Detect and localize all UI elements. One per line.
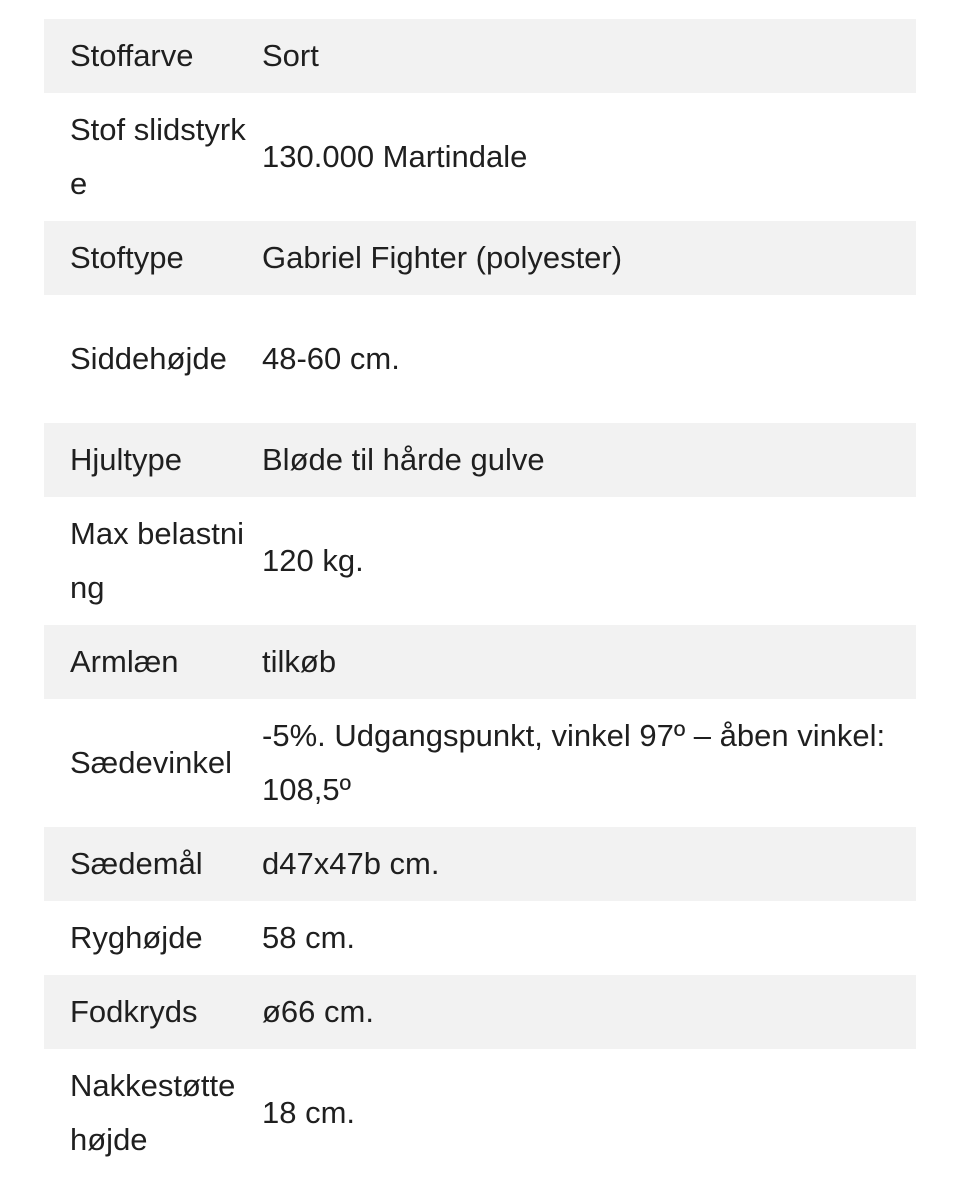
spec-label: Sædevinkel	[70, 745, 232, 780]
spec-label: Nakkestøtte højde	[70, 1068, 236, 1157]
spec-label: Fodkryds	[70, 994, 198, 1029]
spec-row-siddehoejde	[44, 295, 916, 423]
spec-row-saedevinkel	[44, 699, 916, 827]
spec-row-stoffarve	[44, 19, 916, 93]
spec-value: 130.000 Martindale	[262, 139, 528, 174]
spec-value: Sort	[262, 38, 319, 73]
spec-label: Armlæn	[70, 644, 179, 679]
spec-label: Hjultype	[70, 442, 182, 477]
spec-label: Stoftype	[70, 240, 184, 275]
spec-row-fodkryds	[44, 975, 916, 1049]
spec-value: ø66 cm.	[262, 994, 374, 1029]
spec-row-stof-slidstyrke	[44, 93, 916, 221]
spec-value: 18 cm.	[262, 1095, 356, 1130]
spec-row-saedemaal	[44, 827, 916, 901]
spec-label: Stoffarve	[70, 38, 194, 73]
spec-value: -5%. Udgangspunkt, vinkel 97º – åben vinkel: 108,5º	[262, 718, 886, 807]
spec-row-nakkestoette-hoejde	[44, 1049, 916, 1177]
spec-value: 58 cm.	[262, 920, 356, 955]
spec-label: Sædemål	[70, 846, 203, 881]
spec-value: Bløde til hårde gulve	[262, 442, 545, 477]
spec-label: Ryghøjde	[70, 920, 203, 955]
spec-row-hjultype	[44, 423, 916, 497]
spec-row-armlaen	[44, 625, 916, 699]
spec-row-stoftype	[44, 221, 916, 295]
spec-label: Siddehøjde	[70, 341, 227, 376]
spec-value: 48-60 cm.	[262, 341, 400, 376]
spec-label: Stof slidstyrke	[70, 112, 246, 201]
spec-value: 120 kg.	[262, 543, 364, 578]
spec-table	[44, 19, 916, 1177]
spec-value: d47x47b cm.	[262, 846, 440, 881]
spec-label: Max belastning	[70, 516, 245, 605]
spec-row-ryghoejde	[44, 901, 916, 975]
spec-value: Gabriel Fighter (polyester)	[262, 240, 623, 275]
spec-value: tilkøb	[262, 644, 337, 679]
spec-row-max-belastning	[44, 497, 916, 625]
